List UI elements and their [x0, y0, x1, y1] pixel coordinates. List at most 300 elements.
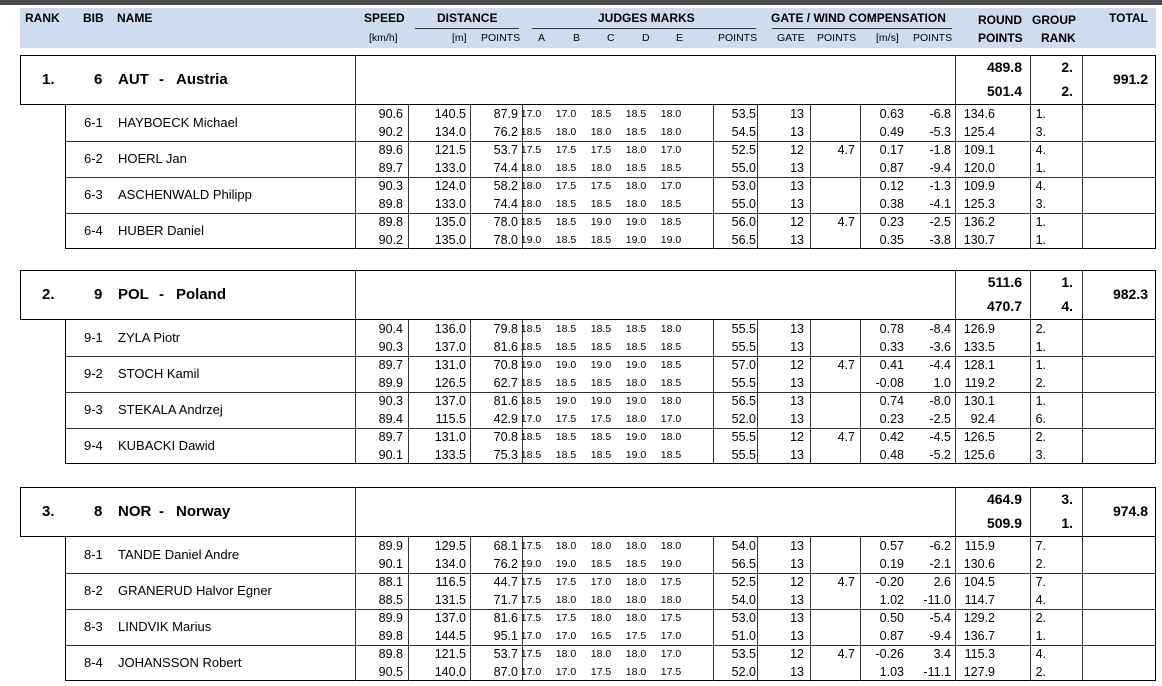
judge-mark: 18.0: [590, 162, 612, 174]
header-distance: DISTANCE: [437, 11, 498, 25]
jump-round: 136.2: [963, 215, 995, 229]
athlete-bib: 9-3: [84, 402, 103, 417]
jump-judge-pts: 55.0: [731, 197, 756, 211]
jump-gate-pts: 4.7: [837, 575, 855, 589]
jump-speed: 90.1: [378, 557, 403, 571]
jump-dist-pts: 74.4: [493, 197, 518, 211]
jump-speed: 89.9: [378, 376, 403, 390]
judge-mark: 18.0: [625, 648, 647, 660]
jump-wind: 0.23: [879, 215, 904, 229]
athlete-bib: 8-4: [84, 655, 103, 670]
athlete-name: ASCHENWALD Philipp: [118, 187, 252, 202]
jump-dist: 137.0: [434, 611, 466, 625]
jump-wind: -0.08: [875, 376, 904, 390]
jump-dist: 133.5: [434, 448, 466, 462]
jump-dist-pts: 79.8: [493, 322, 518, 336]
judge-mark: 19.0: [590, 216, 612, 228]
header-wind-points: POINTS: [913, 32, 953, 44]
jump-dist-pts: 76.2: [493, 557, 518, 571]
jump-judge-pts: 53.5: [731, 107, 756, 121]
jump-speed: 90.2: [378, 233, 403, 247]
jump-round: 126.5: [963, 430, 995, 444]
jump-wind-pts: -1.8: [929, 143, 951, 157]
team-bib: 8: [94, 503, 103, 520]
jump-round: 130.1: [963, 394, 995, 408]
jump-judge-pts: 56.0: [731, 215, 756, 229]
top-bar: [0, 0, 1162, 5]
jump-grp: 4.: [1035, 179, 1046, 193]
jump-judge-pts: 57.0: [731, 358, 756, 372]
jump-grp: 3.: [1035, 125, 1046, 139]
team-group-rank-1: 3.: [1061, 491, 1073, 507]
jump-grp: 1.: [1035, 394, 1046, 408]
jump-gate: 13: [790, 376, 804, 390]
jump-dist-pts: 95.1: [493, 629, 518, 643]
jump-grp: 2.: [1035, 376, 1046, 390]
judge-mark: 19.0: [590, 359, 612, 371]
jump-gate: 13: [790, 125, 804, 139]
jump-wind-pts: -3.8: [929, 233, 951, 247]
judge-mark: 18.0: [660, 431, 682, 443]
header-name: NAME: [117, 11, 153, 25]
judge-mark: 18.0: [520, 162, 542, 174]
team-country: Poland: [176, 286, 227, 303]
jump-wind-pts: -5.2: [929, 448, 951, 462]
jump-wind-pts: -2.1: [929, 557, 951, 571]
jump-speed: 90.3: [378, 394, 403, 408]
header-rank: RANK: [25, 11, 60, 25]
jump-speed: 88.5: [378, 593, 403, 607]
athlete-name: HOERL Jan: [118, 151, 187, 166]
team-rank: 1.: [42, 71, 55, 88]
team-country: Austria: [176, 71, 228, 88]
judge-mark: 18.5: [660, 377, 682, 389]
athlete-name: HAYBOECK Michael: [118, 115, 238, 130]
jump-round: 126.9: [963, 322, 995, 336]
judge-mark: 18.5: [660, 198, 682, 210]
header-speed-unit: [km/h]: [369, 32, 398, 44]
judge-mark: 19.0: [520, 359, 542, 371]
header-gate: GATE: [777, 32, 805, 44]
judge-mark: 18.0: [660, 108, 682, 120]
judge-mark: 18.5: [555, 162, 577, 174]
header-bib: BIB: [83, 11, 104, 25]
team-bib: 9: [94, 286, 103, 303]
jump-wind-pts: -4.4: [929, 358, 951, 372]
jump-judge-pts: 56.5: [731, 233, 756, 247]
jump-dist-pts: 58.2: [493, 179, 518, 193]
jump-grp: 1.: [1035, 161, 1046, 175]
judge-mark: 18.0: [660, 395, 682, 407]
judge-mark: 19.0: [625, 431, 647, 443]
jump-dist-pts: 68.1: [493, 539, 518, 553]
judge-mark: 18.5: [625, 126, 647, 138]
judge-mark: 18.0: [625, 612, 647, 624]
judge-mark: 18.5: [520, 449, 542, 461]
jump-speed: 90.3: [378, 340, 403, 354]
judge-mark: 17.0: [660, 180, 682, 192]
jump-wind: 1.02: [879, 593, 904, 607]
athlete-bib: 6-1: [84, 115, 103, 130]
jump-grp: 7.: [1035, 539, 1046, 553]
header-speed: SPEED: [364, 11, 405, 25]
jump-gate: 13: [790, 593, 804, 607]
jump-gate: 13: [790, 539, 804, 553]
judge-mark: 18.5: [625, 341, 647, 353]
jump-gate: 13: [790, 665, 804, 679]
athlete-bib: 8-1: [84, 547, 103, 562]
judge-mark: 18.5: [520, 377, 542, 389]
judge-mark: 19.0: [625, 395, 647, 407]
team-total: 982.3: [1112, 286, 1148, 302]
judge-mark: 18.5: [590, 341, 612, 353]
jump-round: 109.9: [963, 179, 995, 193]
jump-dist-pts: 70.8: [493, 430, 518, 444]
header-wind-unit: [m/s]: [876, 32, 899, 44]
jump-wind-pts: -8.0: [929, 394, 951, 408]
jump-gate: 12: [790, 215, 804, 229]
judge-mark: 17.5: [520, 576, 542, 588]
jump-speed: 89.8: [378, 197, 403, 211]
team-round-points-2: 509.9: [986, 515, 1022, 531]
header-judge-a: A: [538, 32, 546, 44]
jump-grp: 4.: [1035, 593, 1046, 607]
jump-judge-pts: 51.0: [731, 629, 756, 643]
jump-dist-pts: 53.7: [493, 143, 518, 157]
jump-speed: 89.4: [378, 412, 403, 426]
judge-mark: 18.5: [590, 558, 612, 570]
judge-mark: 18.5: [555, 431, 577, 443]
jump-speed: 89.9: [378, 611, 403, 625]
jump-judge-pts: 55.0: [731, 161, 756, 175]
jump-dist-pts: 44.7: [493, 575, 518, 589]
judge-mark: 19.0: [660, 234, 682, 246]
jump-dist: 129.5: [434, 539, 466, 553]
judge-mark: 18.0: [520, 180, 542, 192]
jump-grp: 1.: [1035, 629, 1046, 643]
jump-wind-pts: -6.2: [929, 539, 951, 553]
judge-mark: 19.0: [520, 234, 542, 246]
jump-grp: 2.: [1035, 557, 1046, 571]
judge-mark: 18.5: [555, 216, 577, 228]
jump-judge-pts: 54.0: [731, 539, 756, 553]
judge-mark: 17.5: [520, 648, 542, 660]
jump-wind-pts: -6.8: [929, 107, 951, 121]
judge-mark: 17.0: [660, 413, 682, 425]
jump-judge-pts: 52.0: [731, 412, 756, 426]
judge-mark: 19.0: [555, 395, 577, 407]
jump-speed: 89.7: [378, 430, 403, 444]
jump-wind-pts: -5.4: [929, 611, 951, 625]
jump-round: 125.3: [963, 197, 995, 211]
header-group-rank: RANK: [1041, 31, 1076, 45]
judge-mark: 18.0: [590, 594, 612, 606]
jump-speed: 90.5: [378, 665, 403, 679]
judge-mark: 18.5: [625, 558, 647, 570]
jump-gate: 13: [790, 161, 804, 175]
jump-wind-pts: -9.4: [929, 161, 951, 175]
jump-dist-pts: 53.7: [493, 647, 518, 661]
judge-mark: 18.5: [520, 323, 542, 335]
jump-speed: 88.1: [378, 575, 403, 589]
athlete-bib: 9-4: [84, 438, 103, 453]
jump-gate: 12: [790, 143, 804, 157]
judge-mark: 19.0: [625, 216, 647, 228]
team-bib: 6: [94, 71, 103, 88]
jump-grp: 1.: [1035, 233, 1046, 247]
jump-speed: 90.6: [378, 107, 403, 121]
judge-mark: 17.0: [520, 666, 542, 678]
jump-round: 109.1: [963, 143, 995, 157]
judge-mark: 16.5: [590, 630, 612, 642]
jump-gate: 13: [790, 107, 804, 121]
jump-wind-pts: -11.0: [923, 593, 951, 607]
jump-wind: 0.33: [879, 340, 904, 354]
judge-mark: 17.5: [590, 180, 612, 192]
jump-wind: 0.19: [879, 557, 904, 571]
judge-mark: 17.0: [520, 413, 542, 425]
judge-mark: 17.0: [660, 630, 682, 642]
jump-dist: 133.0: [434, 197, 466, 211]
judge-mark: 18.0: [555, 540, 577, 552]
jump-speed: 89.8: [378, 629, 403, 643]
jump-gate: 13: [790, 394, 804, 408]
jump-dist: 121.5: [434, 647, 466, 661]
team-sep: -: [159, 503, 164, 520]
judge-mark: 18.0: [555, 126, 577, 138]
judge-mark: 17.0: [590, 576, 612, 588]
jump-dist-pts: 71.7: [493, 593, 518, 607]
jump-dist-pts: 81.6: [493, 394, 518, 408]
jump-dist: 137.0: [434, 394, 466, 408]
jump-judge-pts: 56.5: [731, 557, 756, 571]
team-round-points-2: 501.4: [986, 83, 1022, 99]
athlete-name: STOCH Kamil: [118, 366, 200, 381]
jump-dist: 137.0: [434, 340, 466, 354]
judge-mark: 18.5: [660, 162, 682, 174]
jump-wind: 0.50: [879, 611, 904, 625]
jump-round: 136.7: [963, 629, 995, 643]
jump-speed: 90.3: [378, 179, 403, 193]
judge-mark: 18.5: [555, 198, 577, 210]
judge-mark: 18.0: [555, 648, 577, 660]
header-group: GROUP: [1032, 13, 1077, 27]
team-total: 974.8: [1112, 503, 1148, 519]
jump-grp: 2.: [1035, 430, 1046, 444]
athlete-bib: 9-2: [84, 366, 103, 381]
jump-judge-pts: 53.5: [731, 647, 756, 661]
jump-dist: 134.0: [434, 125, 466, 139]
team-round-points-2: 470.7: [986, 298, 1022, 314]
jump-wind: -0.20: [875, 575, 904, 589]
jump-judge-pts: 55.5: [731, 448, 756, 462]
jump-dist: 126.5: [434, 376, 466, 390]
judge-mark: 17.5: [590, 666, 612, 678]
judge-mark: 18.0: [660, 323, 682, 335]
judge-mark: 17.5: [660, 666, 682, 678]
judge-mark: 17.5: [590, 144, 612, 156]
judge-mark: 18.5: [625, 162, 647, 174]
jump-grp: 2.: [1035, 611, 1046, 625]
header-judge-b: B: [573, 32, 581, 44]
judge-mark: 17.5: [555, 612, 577, 624]
judge-mark: 18.0: [660, 540, 682, 552]
jump-judge-pts: 54.5: [731, 125, 756, 139]
jump-grp: 1.: [1035, 215, 1046, 229]
jump-wind: 0.48: [879, 448, 904, 462]
team-code: AUT: [118, 71, 149, 88]
judge-mark: 19.0: [625, 449, 647, 461]
team-code: NOR: [118, 503, 152, 520]
header-judge-c: C: [607, 32, 615, 44]
judge-mark: 18.5: [660, 449, 682, 461]
judge-mark: 19.0: [590, 395, 612, 407]
jump-grp: 3.: [1035, 197, 1046, 211]
judge-mark: 18.5: [590, 108, 612, 120]
judge-mark: 18.0: [590, 126, 612, 138]
judge-mark: 17.5: [660, 576, 682, 588]
jump-wind-pts: -4.5: [929, 430, 951, 444]
jump-wind-pts: -3.6: [929, 340, 951, 354]
jump-speed: 89.8: [378, 215, 403, 229]
jump-wind: -0.26: [875, 647, 904, 661]
jump-dist-pts: 42.9: [493, 412, 518, 426]
jump-wind: 0.35: [879, 233, 904, 247]
athlete-name: KUBACKI Dawid: [118, 438, 215, 453]
jump-gate: 13: [790, 448, 804, 462]
header-gatewind: GATE / WIND COMPENSATION: [771, 11, 946, 25]
judge-mark: 19.0: [660, 558, 682, 570]
jump-judge-pts: 53.0: [731, 179, 756, 193]
jump-wind: 0.78: [879, 322, 904, 336]
jump-wind: 0.63: [879, 107, 904, 121]
header-dist-points: POINTS: [481, 32, 521, 44]
jump-grp: 6.: [1035, 412, 1046, 426]
jump-speed: 89.7: [378, 161, 403, 175]
judge-mark: 18.0: [520, 198, 542, 210]
judge-mark: 18.0: [625, 144, 647, 156]
jump-dist-pts: 78.0: [493, 233, 518, 247]
jump-dist-pts: 81.6: [493, 611, 518, 625]
jump-wind: 0.23: [879, 412, 904, 426]
jump-grp: 4.: [1035, 143, 1046, 157]
jump-dist: 115.5: [435, 412, 466, 426]
judge-mark: 19.0: [625, 359, 647, 371]
jump-wind: 0.49: [879, 125, 904, 139]
header-judge-e: E: [676, 32, 684, 44]
jump-round: 127.9: [963, 665, 995, 679]
header-round-points: POINTS: [978, 31, 1023, 45]
jump-judge-pts: 55.5: [731, 322, 756, 336]
jump-dist-pts: 87.9: [493, 107, 518, 121]
team-group-rank-2: 2.: [1061, 83, 1073, 99]
team-round-points-1: 464.9: [986, 491, 1022, 507]
judge-mark: 18.0: [590, 612, 612, 624]
judge-mark: 17.5: [520, 594, 542, 606]
team-round-points-1: 489.8: [986, 59, 1022, 75]
jump-round: 130.6: [963, 557, 995, 571]
jump-round: 125.4: [963, 125, 995, 139]
jump-round: 120.0: [963, 161, 995, 175]
jump-round: 104.5: [963, 575, 995, 589]
jump-dist: 134.0: [434, 557, 466, 571]
judge-mark: 17.5: [555, 180, 577, 192]
team-group-rank-2: 4.: [1061, 298, 1073, 314]
header-judge-points: POINTS: [718, 32, 758, 44]
judge-mark: 18.5: [660, 341, 682, 353]
athlete-name: GRANERUD Halvor Egner: [118, 583, 272, 598]
athlete-name: HUBER Daniel: [118, 223, 204, 238]
judge-mark: 18.5: [555, 234, 577, 246]
jump-wind: 1.03: [879, 665, 904, 679]
judge-mark: 17.0: [660, 144, 682, 156]
jump-speed: 90.2: [378, 125, 403, 139]
jump-speed: 89.6: [378, 143, 403, 157]
header-dist-m: [m]: [452, 32, 467, 44]
jump-wind-pts: -2.5: [929, 215, 951, 229]
judge-mark: 18.5: [590, 198, 612, 210]
jump-dist-pts: 81.6: [493, 340, 518, 354]
jump-wind-pts: 3.4: [933, 647, 951, 661]
jump-dist-pts: 70.8: [493, 358, 518, 372]
jump-round: 115.3: [964, 647, 995, 661]
jump-wind-pts: 2.6: [933, 575, 951, 589]
jump-wind: 0.87: [879, 161, 904, 175]
jump-speed: 89.9: [378, 539, 403, 553]
judge-mark: 19.0: [520, 558, 542, 570]
team-total: 991.2: [1112, 71, 1148, 87]
jump-round: 125.6: [963, 448, 995, 462]
judge-mark: 17.0: [555, 630, 577, 642]
jump-judge-pts: 53.0: [731, 611, 756, 625]
jump-gate: 12: [790, 430, 804, 444]
jump-grp: 1.: [1035, 340, 1046, 354]
jump-grp: 7.: [1035, 575, 1046, 589]
team-group-rank-1: 2.: [1061, 59, 1073, 75]
judge-mark: 17.0: [555, 108, 577, 120]
judge-mark: 18.0: [555, 594, 577, 606]
jump-grp: 2.: [1035, 322, 1046, 336]
jump-speed: 90.1: [378, 448, 403, 462]
jump-dist-pts: 62.7: [493, 376, 518, 390]
judge-mark: 18.5: [625, 108, 647, 120]
jump-round: 133.5: [963, 340, 995, 354]
jump-speed: 89.8: [378, 647, 403, 661]
jump-wind-pts: -11.1: [923, 665, 951, 679]
judge-mark: 17.5: [660, 612, 682, 624]
judge-mark: 18.5: [590, 234, 612, 246]
jump-judge-pts: 55.5: [731, 430, 756, 444]
judge-mark: 18.0: [590, 648, 612, 660]
jump-wind: 0.41: [879, 358, 904, 372]
jump-dist-pts: 74.4: [493, 161, 518, 175]
judge-mark: 18.5: [520, 126, 542, 138]
jump-wind-pts: -2.5: [929, 412, 951, 426]
judge-mark: 17.5: [555, 413, 577, 425]
team-code: POL: [118, 286, 149, 303]
jump-round: 114.7: [964, 593, 995, 607]
judge-mark: 18.0: [625, 540, 647, 552]
jump-gate: 13: [790, 611, 804, 625]
judge-mark: 17.5: [625, 630, 647, 642]
judge-mark: 18.5: [590, 449, 612, 461]
judge-mark: 18.0: [625, 198, 647, 210]
jump-gate-pts: 4.7: [837, 430, 855, 444]
team-rank: 2.: [42, 286, 55, 303]
jump-gate-pts: 4.7: [837, 358, 855, 372]
jump-judge-pts: 52.5: [731, 143, 756, 157]
jump-gate: 13: [790, 179, 804, 193]
